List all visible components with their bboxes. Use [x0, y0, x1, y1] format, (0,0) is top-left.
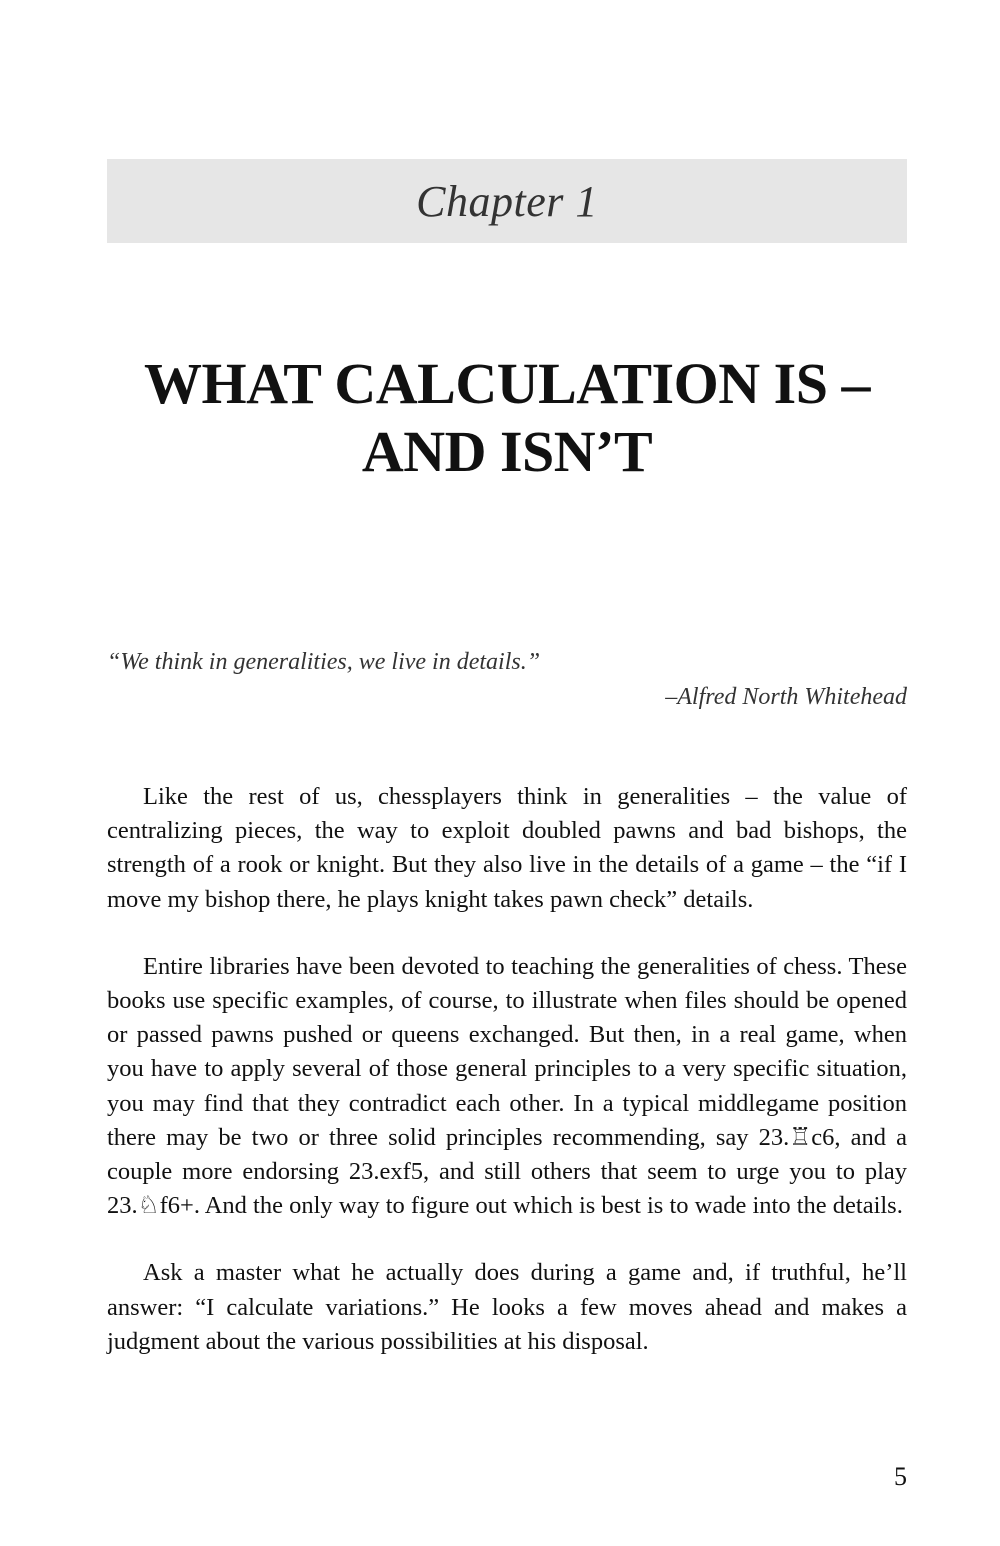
epigraph-quote: “We think in generalities, we live in details.” [107, 649, 541, 675]
paragraph-2: Entire libraries have been devoted to teaching the generalities of chess. These books use specific examples, of course, to illustrate when files should be opened or passed pawns pushed or queens exchanged. But then, in a real game, when you have to apply several of those general principles to a very specific situation, you may find that they contradict each other. In a typical middlegame position there may be two or three solid principles recommending, say 23.♖c6, and a couple more endorsing 23.exf5, and still others that seem to urge you to play 23.♘f6+. And the only way to figure out which is best is to wade into the details. [107, 952, 907, 1220]
epigraph-author: –Alfred North Whitehead [665, 684, 907, 710]
chapter-title-line-2: AND ISN’T [361, 419, 653, 484]
chapter-title-line-1: WHAT CALCULATION IS – [144, 351, 870, 416]
body-text [107, 780, 907, 1392]
chapter-title [107, 350, 907, 486]
chapter-heading-band [107, 159, 907, 243]
page-number: 5 [894, 1462, 907, 1491]
paragraph-1: Like the rest of us, chessplayers think in generalities – the value of centralizing pieces, the way to exploit doubled pawns and bad bishops, the strength of a rook or knight. But they also live in the details of a game – the “if I move my bishop there, he plays knight takes pawn check” details. [107, 783, 907, 913]
epigraph [107, 645, 907, 715]
chapter-label: Chapter 1 [416, 176, 598, 226]
paragraph-3: Ask a master what he actually does during a game and, if truthful, he’ll answer: “I calculate variations.” He looks a few moves ahead and makes a judgment about the various possibilities at his disposal. [107, 1259, 907, 1355]
